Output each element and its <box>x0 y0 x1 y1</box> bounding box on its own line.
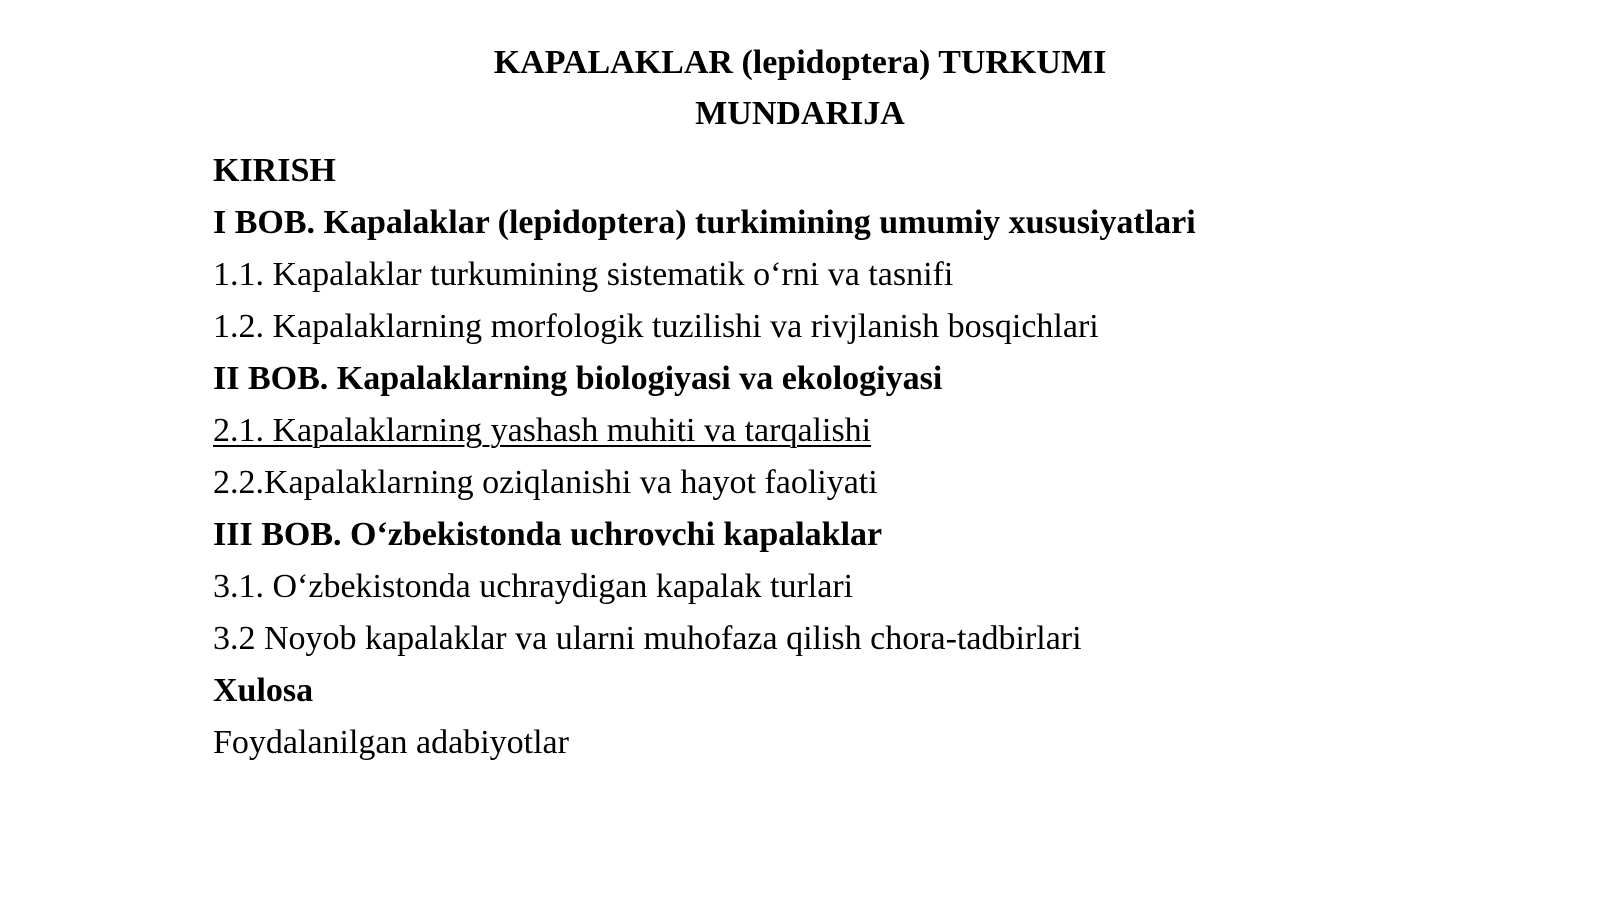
toc-entry-section-1-2: 1.2. Kapalaklarning morfologik tuzilishi va rivjlanish bosqichlari <box>213 308 1099 345</box>
table-of-contents <box>213 145 1553 769</box>
document-title: KAPALAKLAR (lepidoptera) TURKUMI <box>493 44 1107 81</box>
toc-entry-references: Foydalanilgan adabiyotlar <box>213 724 569 761</box>
toc-entry-chapter-2: II BOB. Kapalaklarning biologiyasi va ekologiyasi <box>213 360 943 397</box>
toc-entry-section-2-2: 2.2.Kapalaklarning oziqlanishi va hayot faoliyati <box>213 464 878 501</box>
toc-entry-section-1-1: 1.1. Kapalaklar turkumining sistematik o‘rni va tasnifi <box>213 256 954 293</box>
toc-entry-section-3-1: 3.1. O‘zbekistonda uchraydigan kapalak turlari <box>213 568 854 605</box>
contents-heading: MUNDARIJA <box>695 95 905 132</box>
toc-entry-chapter-1: I BOB. Kapalaklar (lepidoptera) turkimining umumiy xususiyatlari <box>213 204 1196 241</box>
toc-entry-section-2-1: 2.1. Kapalaklarning yashash muhiti va tarqalishi <box>213 412 872 449</box>
toc-entry-section-3-2: 3.2 Noyob kapalaklar va ularni muhofaza qilish chora-tadbirlari <box>213 620 1082 657</box>
toc-entry-conclusion: Xulosa <box>213 672 314 709</box>
toc-entry-introduction: KIRISH <box>213 152 336 189</box>
toc-entry-chapter-3: III BOB. O‘zbekistonda uchrovchi kapalaklar <box>213 516 883 553</box>
